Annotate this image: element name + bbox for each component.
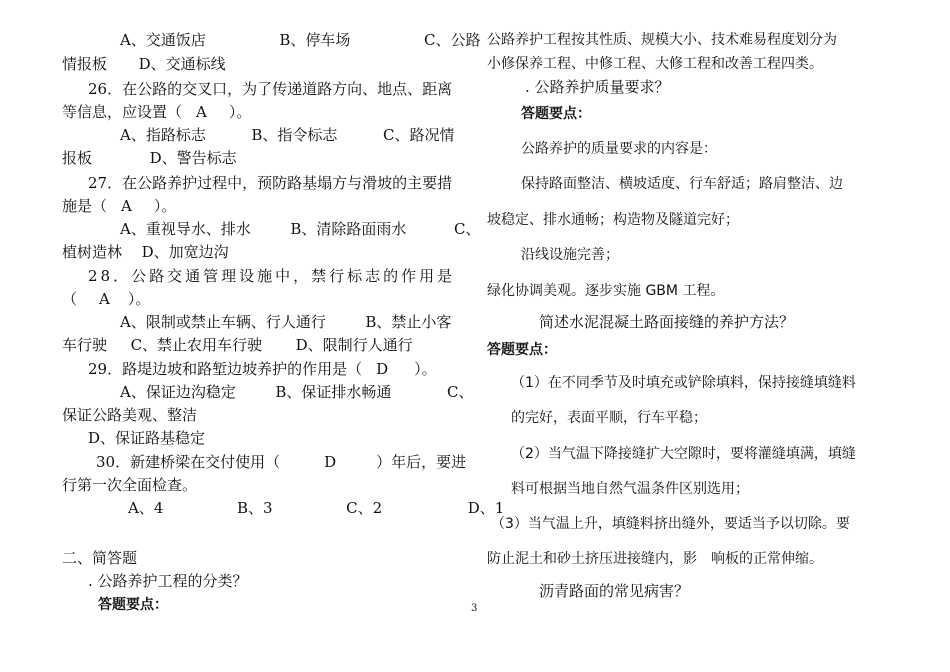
q28-text: 28．公路交通管理设施中，禁行标志的作用是 <box>88 267 456 285</box>
q29-options-row2: 保证公路美观、整洁 <box>62 406 198 424</box>
q29-text <box>88 359 437 379</box>
sq1-answer-line1: 公路养护工程按其性质、规模大小、技术难易程度划分为 <box>487 32 837 48</box>
option-a: A、保证边沟稳定 <box>120 383 236 401</box>
q26-text: 26．在公路的交叉口，为了传递道路方向、地点、距离 <box>88 80 453 98</box>
q29-answer: D <box>376 360 389 378</box>
sq3-answer-line: 的完好，表面平顺，行车平稳； <box>511 410 707 426</box>
q30-text-cont: 行第一次全面检查。 <box>62 476 198 494</box>
option-b: B、指令标志 <box>251 126 338 144</box>
option-c: C、 <box>454 220 481 238</box>
q26-post: ）。 <box>228 103 252 121</box>
q28-pre: （ <box>62 290 78 308</box>
q27-options-row2 <box>62 242 229 262</box>
sq2-answer-line: 公路养护的质量要求的内容是： <box>521 141 717 157</box>
short-question-3: 简述水泥混凝土路面接缝的养护方法？ <box>539 313 795 331</box>
q29-pre: 29．路堤边坡和路堑边坡养护的作用是（ <box>88 360 363 378</box>
option-a: A、指路标志 <box>120 126 206 144</box>
option-b: B、3 <box>236 499 273 517</box>
q30-post: ）年后，要进 <box>376 453 467 471</box>
q27-text: 27．在公路养护过程中，预防路基塌方与滑坡的主要措 <box>88 174 453 192</box>
answer-key-label: 答题要点： <box>521 106 591 122</box>
option-b: B、保证排水畅通 <box>275 383 392 401</box>
q30-options <box>128 498 504 518</box>
q29-options-row3: D、保证路基稳定 <box>88 429 206 447</box>
option-c: C、公路 <box>424 31 481 49</box>
option-a: A、交通饭店 <box>120 31 206 49</box>
option-d: D、警告标志 <box>149 149 237 167</box>
sq2-answer-line: 绿化协调美观。逐步实施 GBM 工程。 <box>487 283 725 299</box>
q27-post: ）。 <box>153 197 177 215</box>
option-b: B、禁止小客 <box>365 313 452 331</box>
q28-options-row2 <box>62 335 413 355</box>
q28-answer: A <box>99 290 110 308</box>
option-a: A、重视导水、排水 <box>120 220 251 238</box>
option-b: B、清除路面雨水 <box>290 220 407 238</box>
option-c: C、 <box>447 383 474 401</box>
sq3-answer-line: （3）当气温上升，填缝料挤出缝外，要适当予以切除。要 <box>491 516 850 532</box>
option-d: D、加宽边沟 <box>141 243 229 261</box>
sq3-answer-line: 防止泥土和砂土挤压进接缝内，影 响板的正常伸缩。 <box>487 551 823 567</box>
q25-options-row2 <box>62 54 226 74</box>
option-c: C、路况情 <box>383 126 455 144</box>
section-title: 二、简答题 <box>62 549 138 567</box>
option-c-cont: 植树造林 <box>62 243 123 261</box>
q27-answer: A <box>121 197 132 215</box>
q26-options-row1 <box>120 125 454 145</box>
option-b: B、停车场 <box>279 31 351 49</box>
q26-text-cont <box>62 102 251 122</box>
sq1-answer-line2: 小修保养工程、中修工程、大修工程和改善工程四类。 <box>487 56 823 72</box>
page-number: 3 <box>471 603 478 614</box>
q29-options-row1 <box>120 382 473 402</box>
sq2-answer-line: 保持路面整洁、横坡适度、行车舒适；路肩整洁、边 <box>521 176 843 192</box>
q27-options-row1 <box>120 219 480 239</box>
q25-options-row1 <box>120 30 480 50</box>
option-a: A、限制或禁止车辆、行人通行 <box>120 313 326 331</box>
short-question-2: . 公路养护质量要求？ <box>525 78 670 96</box>
q28-post: ）。 <box>127 290 151 308</box>
answer-key-label: 答题要点： <box>98 597 168 613</box>
option-d: D、限制行人通行 <box>295 336 413 354</box>
option-c: C、禁止农用车行驶 <box>130 336 263 354</box>
sq3-answer-line: 料可根据当地自然气温条件区别选用； <box>511 481 749 497</box>
sq3-answer-line: （1）在不同季节及时填充或铲除填料，保持接缝填缝料 <box>511 375 856 391</box>
option-d: D、交通标线 <box>138 55 226 73</box>
short-question-1: . 公路养护工程的分类？ <box>88 572 248 590</box>
q26-answer: A <box>196 103 207 121</box>
q28-text-cont <box>62 289 150 309</box>
sq2-answer-line: 沿线设施完善； <box>521 247 619 263</box>
short-question-4: 沥青路面的常见病害？ <box>539 582 690 600</box>
q27-text-cont <box>62 196 176 216</box>
q29-post: ）。 <box>414 360 437 378</box>
sq2-answer-line: 坡稳定、排水通畅；构造物及隧道完好； <box>487 212 739 228</box>
q26-pre: 等信息，应设置（ <box>62 103 183 121</box>
option-c-cont: 情报板 <box>62 55 108 73</box>
option-d: D、1 <box>467 499 505 517</box>
q30-pre: 30．新建桥梁在交付使用（ <box>96 453 281 471</box>
option-b-cont: 车行驶 <box>62 336 108 354</box>
q30-answer: D <box>324 453 337 471</box>
q27-pre: 施是（ <box>62 197 108 215</box>
option-c-cont: 报板 <box>62 149 93 167</box>
q28-options-row1 <box>120 312 451 332</box>
option-a: A、4 <box>128 499 164 517</box>
option-c: C、2 <box>346 499 383 517</box>
sq3-answer-line: （2）当气温下降接缝扩大空隙时，要将灌缝填满，填缝 <box>511 446 856 462</box>
q30-text <box>96 452 466 472</box>
q26-options-row2 <box>62 148 237 168</box>
answer-key-label: 答题要点： <box>487 342 557 358</box>
